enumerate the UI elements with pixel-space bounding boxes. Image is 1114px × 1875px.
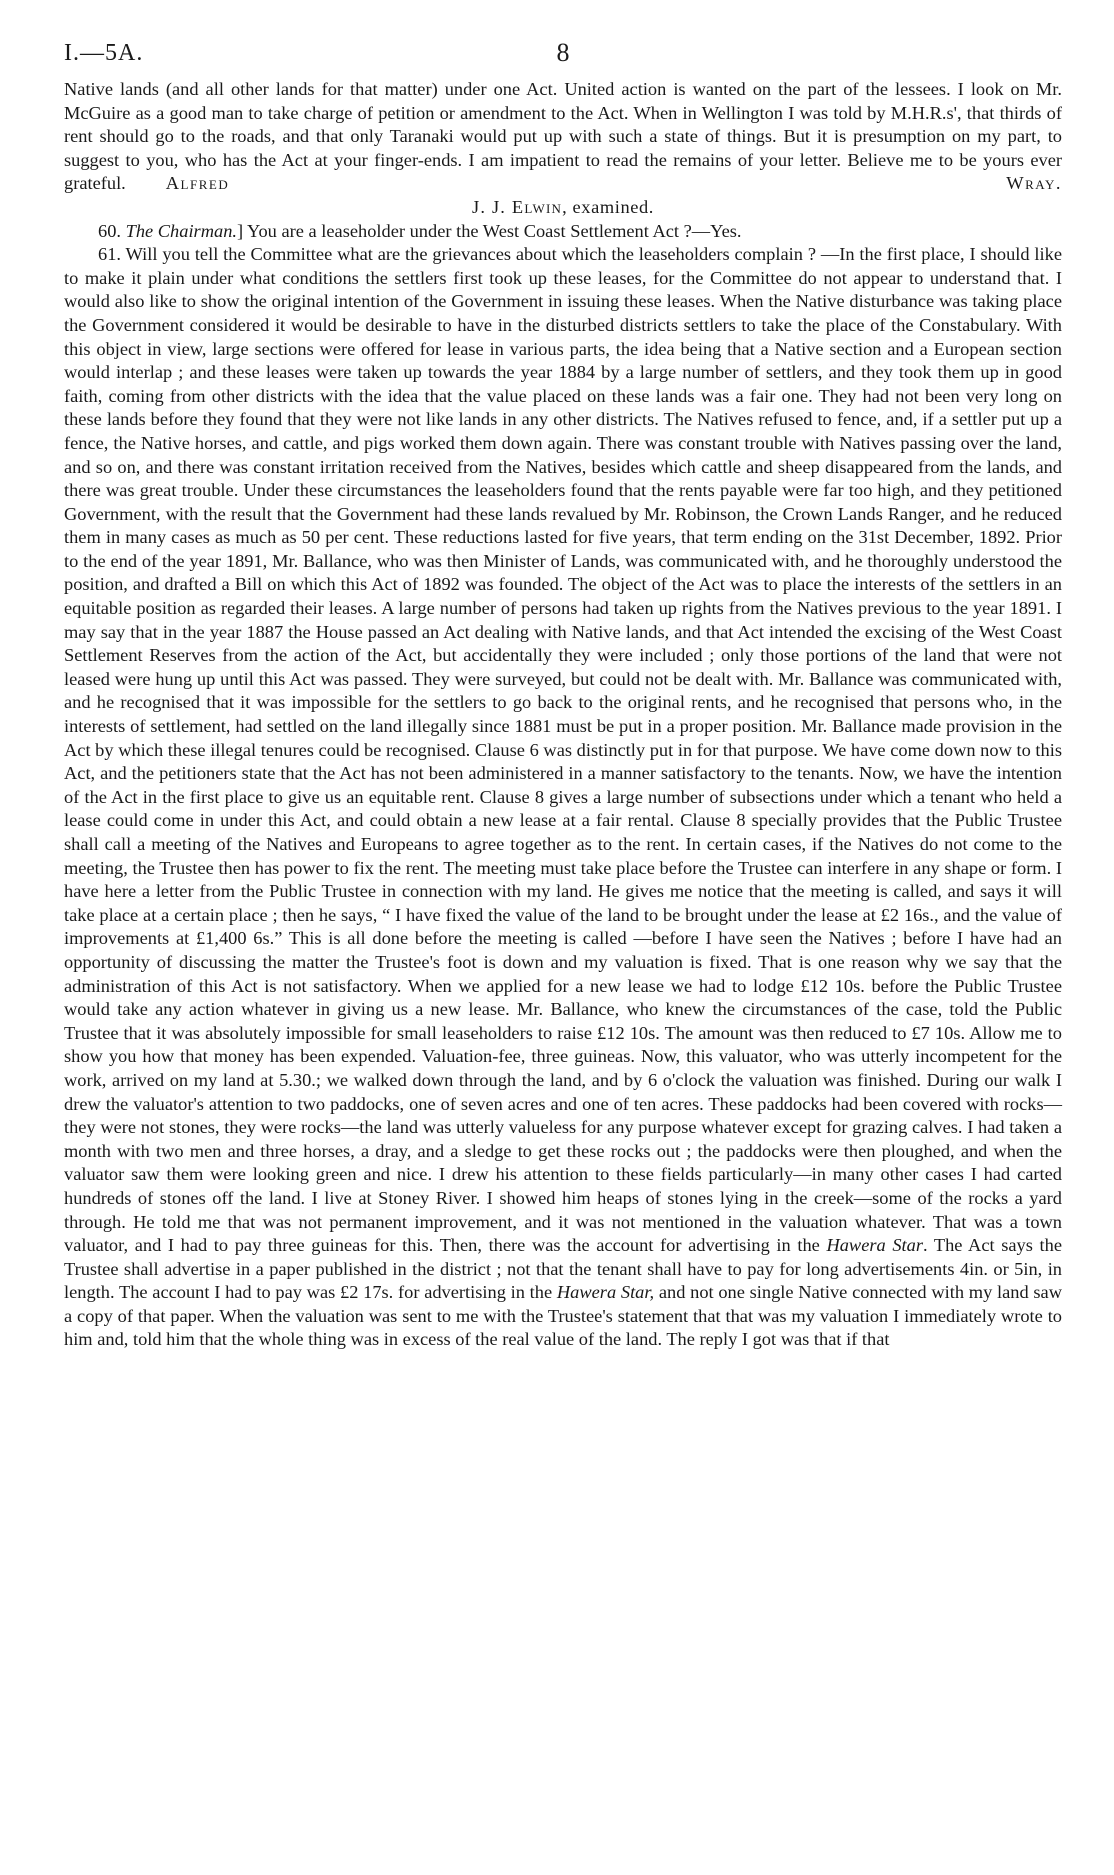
question-number: 60. (98, 220, 121, 241)
newspaper-title: Hawera Star, (556, 1282, 655, 1303)
answer-text: . The Act says the Trustee shall advertise in a paper published in the district ; not that the tenant shall have to pay for long advertisements 4in. or 5in, in length. The account I had to pay was £2 17s. for advertising in the (64, 1235, 1062, 1303)
document-reference: I.—5A. (64, 40, 144, 66)
letter-paragraph (64, 78, 1062, 196)
page-body (64, 78, 1062, 1352)
question-61 (64, 243, 1062, 1352)
page-number: 8 (556, 38, 570, 67)
question-speaker: The Chairman. (125, 220, 237, 241)
question-text: ] You are a leaseholder under the West Coast Settlement Act ?—Yes. (237, 220, 742, 241)
answer-text: and not one single Native connected with my land saw a copy of that paper. When the valuation was sent to me with the Trustee's statement that that was my valuation I immediately wrote to him and, told him that the whole thing was in excess of the real value of the land. The reply I got was that if that (64, 1282, 1062, 1350)
page-header (64, 38, 1062, 78)
newspaper-title: Hawera Star (826, 1235, 923, 1256)
letter-text: Native lands (and all other lands for that matter) under one Act. United action is wanted on the part of the lessees. I look on Mr. McGuire as a good man to take charge of petition or amendment to the Act. When in Wellington I was told by M.H.R.s', that thirds of rent should go to the roads, and that only Taranaki would put up with such a state of things. But it is presumption on my part, to suggest to you, who has the Act at your finger-ends. I am impatient to read the remains of your letter. Believe me to be yours ever grateful. (64, 79, 1062, 194)
answer-text: Will you tell the Committee what are the grievances about which the leaseholders complain ? —In the first place, I should like to make it plain under what conditions the settlers first took up these leases, for the Committee do not appear to understand that. I would also like to show the original intention of the Government in issuing these leases. When the Native disturbance was taking place the Government considered it would be desirable to have in the disturbed districts settlers to take the place of the Constabulary. With this object in view, large sections were offered for lease in various parts, the idea being that a Native section and a European section would interlap ; and these leases were taken up towards the year 1884 by a large number of settlers, and they took them up in good faith, coming from other districts with the idea that the value placed on these lands was a fair one. They had not been very long on these lands before they found that they were not like lands in any other districts. The Natives refused to fence, and, if a settler put up a fence, the Native horses, and cattle, and pigs worked them down again. There was constant trouble with Natives passing over the land, and so on, and there was constant irritation received from the Natives, besides which cattle and sheep disappeared from the lands, and there was great trouble. Under these circumstances the leaseholders found that the rents payable were far too high, and they petitioned Government, with the result that the Government had these lands revalued by Mr. Robinson, the Crown Lands Ranger, and he reduced them in many cases as much as 50 per cent. These reductions lasted for five years, that term ending on the 31st December, 1892. Prior to the end of the year 1891, Mr. Ballance, who was then Minister of Lands, was communicated with, and he thoroughly understood the position, and drafted a Bill on which this Act of 1892 was founded. The object of the Act was to place the interests of the settlers in an equitable position as regarded their leases. A large number of persons had taken up rights from the Natives previous to the year 1891. I may say that in the year 1887 the House passed an Act dealing with Native lands, and that Act intended the excising of the West Coast Settlement Reserves from the action of the Act, but accidentally they were included ; only those portions of the land that were not leased were hung up until this Act was passed. They were surveyed, but could not be dealt with. Mr. Ballance was communicated with, and he recognised that it was impossible for the settlers to go back to the original rents, and he recognised that persons who, in the interests of settlement, had settled on the land illegally since 1881 must be put in a proper position. Mr. Ballance made provision in the Act by which these illegal tenures could be recognised. Clause 6 was distinctly put in for that purpose. We have come down now to this Act, and the petitioners state that the Act has not been administered in a manner satisfactory to the tenants. Now, we have the intention of the Act in the first place to give us an equitable rent. Clause 8 gives a large number of subsections under which a tenant who held a lease could come in under this Act, and could obtain a new lease at a fair rental. Clause 8 specially provides that the Public Trustee shall call a meeting of the Natives and Europeans to agree together as to the rent. In certain cases, if the Natives do not come to the meeting, the Trustee then has power to fix the rent. The meeting must take place before the Trustee can interfere in any shape or form. I have here a letter from the Public Trustee in connection with my land. He gives me notice that the meeting is called, and says it will take place at a certain place ; then he says, “ I have fixed the value of the land to be brought under the lease at £2 16s., and the value of improvements at £1,400 6s.” This is all done before the meeting is called —before I have seen the Natives ; before I have had an opportunity of discussing the matter the Trustee's foot is down and my valuation is fixed. That is one reason why we say that the administration of this Act is not satisfactory. When we applied for a new lease we had to lodge £12 10s. before the Public Trustee would take any action whatever in giving us a new lease. Mr. Ballance, who knew the circumstances of the case, told the Public Trustee that it was absolutely impossible for small leaseholders to raise £12 10s. The amount was then reduced to £7 10s. Allow me to show you how that money has been expended. Valuation-fee, three guineas. Now, this valuator, who was utterly incompetent for the work, arrived on my land at 5.30.; we walked down through the land, and by 6 o'clock the valuation was finished. During our walk I drew the valuator's attention to two paddocks, one of seven acres and one of ten acres. These paddocks had been covered with rocks—they were not stones, they were rocks—the land was utterly valueless for any purpose whatever except for grazing calves. I had taken a month with two men and three horses, a dray, and a sledge to get these rocks out ; the paddocks were then ploughed, and when the valuator saw them were looking green and nice. I drew his attention to these fields particularly—in many other cases I had carted hundreds of stones off the land. I live at Stoney River. I showed him heaps of stones lying in the creek—some of the rocks a yard through. He told me that was not permanent improvement, and it was not mentioned in the valuation whatever. That was a town valuator, and I had to pay three guineas for this. Then, there was the account for advertising in the (64, 244, 1063, 1256)
witness-name: J. J. Elwin (472, 196, 563, 217)
question-60 (64, 220, 1062, 244)
letter-signature: Alfred Wray. (165, 173, 1062, 194)
question-number: 61. (98, 244, 121, 265)
witness-heading (64, 196, 1062, 220)
witness-suffix: , examined. (562, 196, 654, 217)
